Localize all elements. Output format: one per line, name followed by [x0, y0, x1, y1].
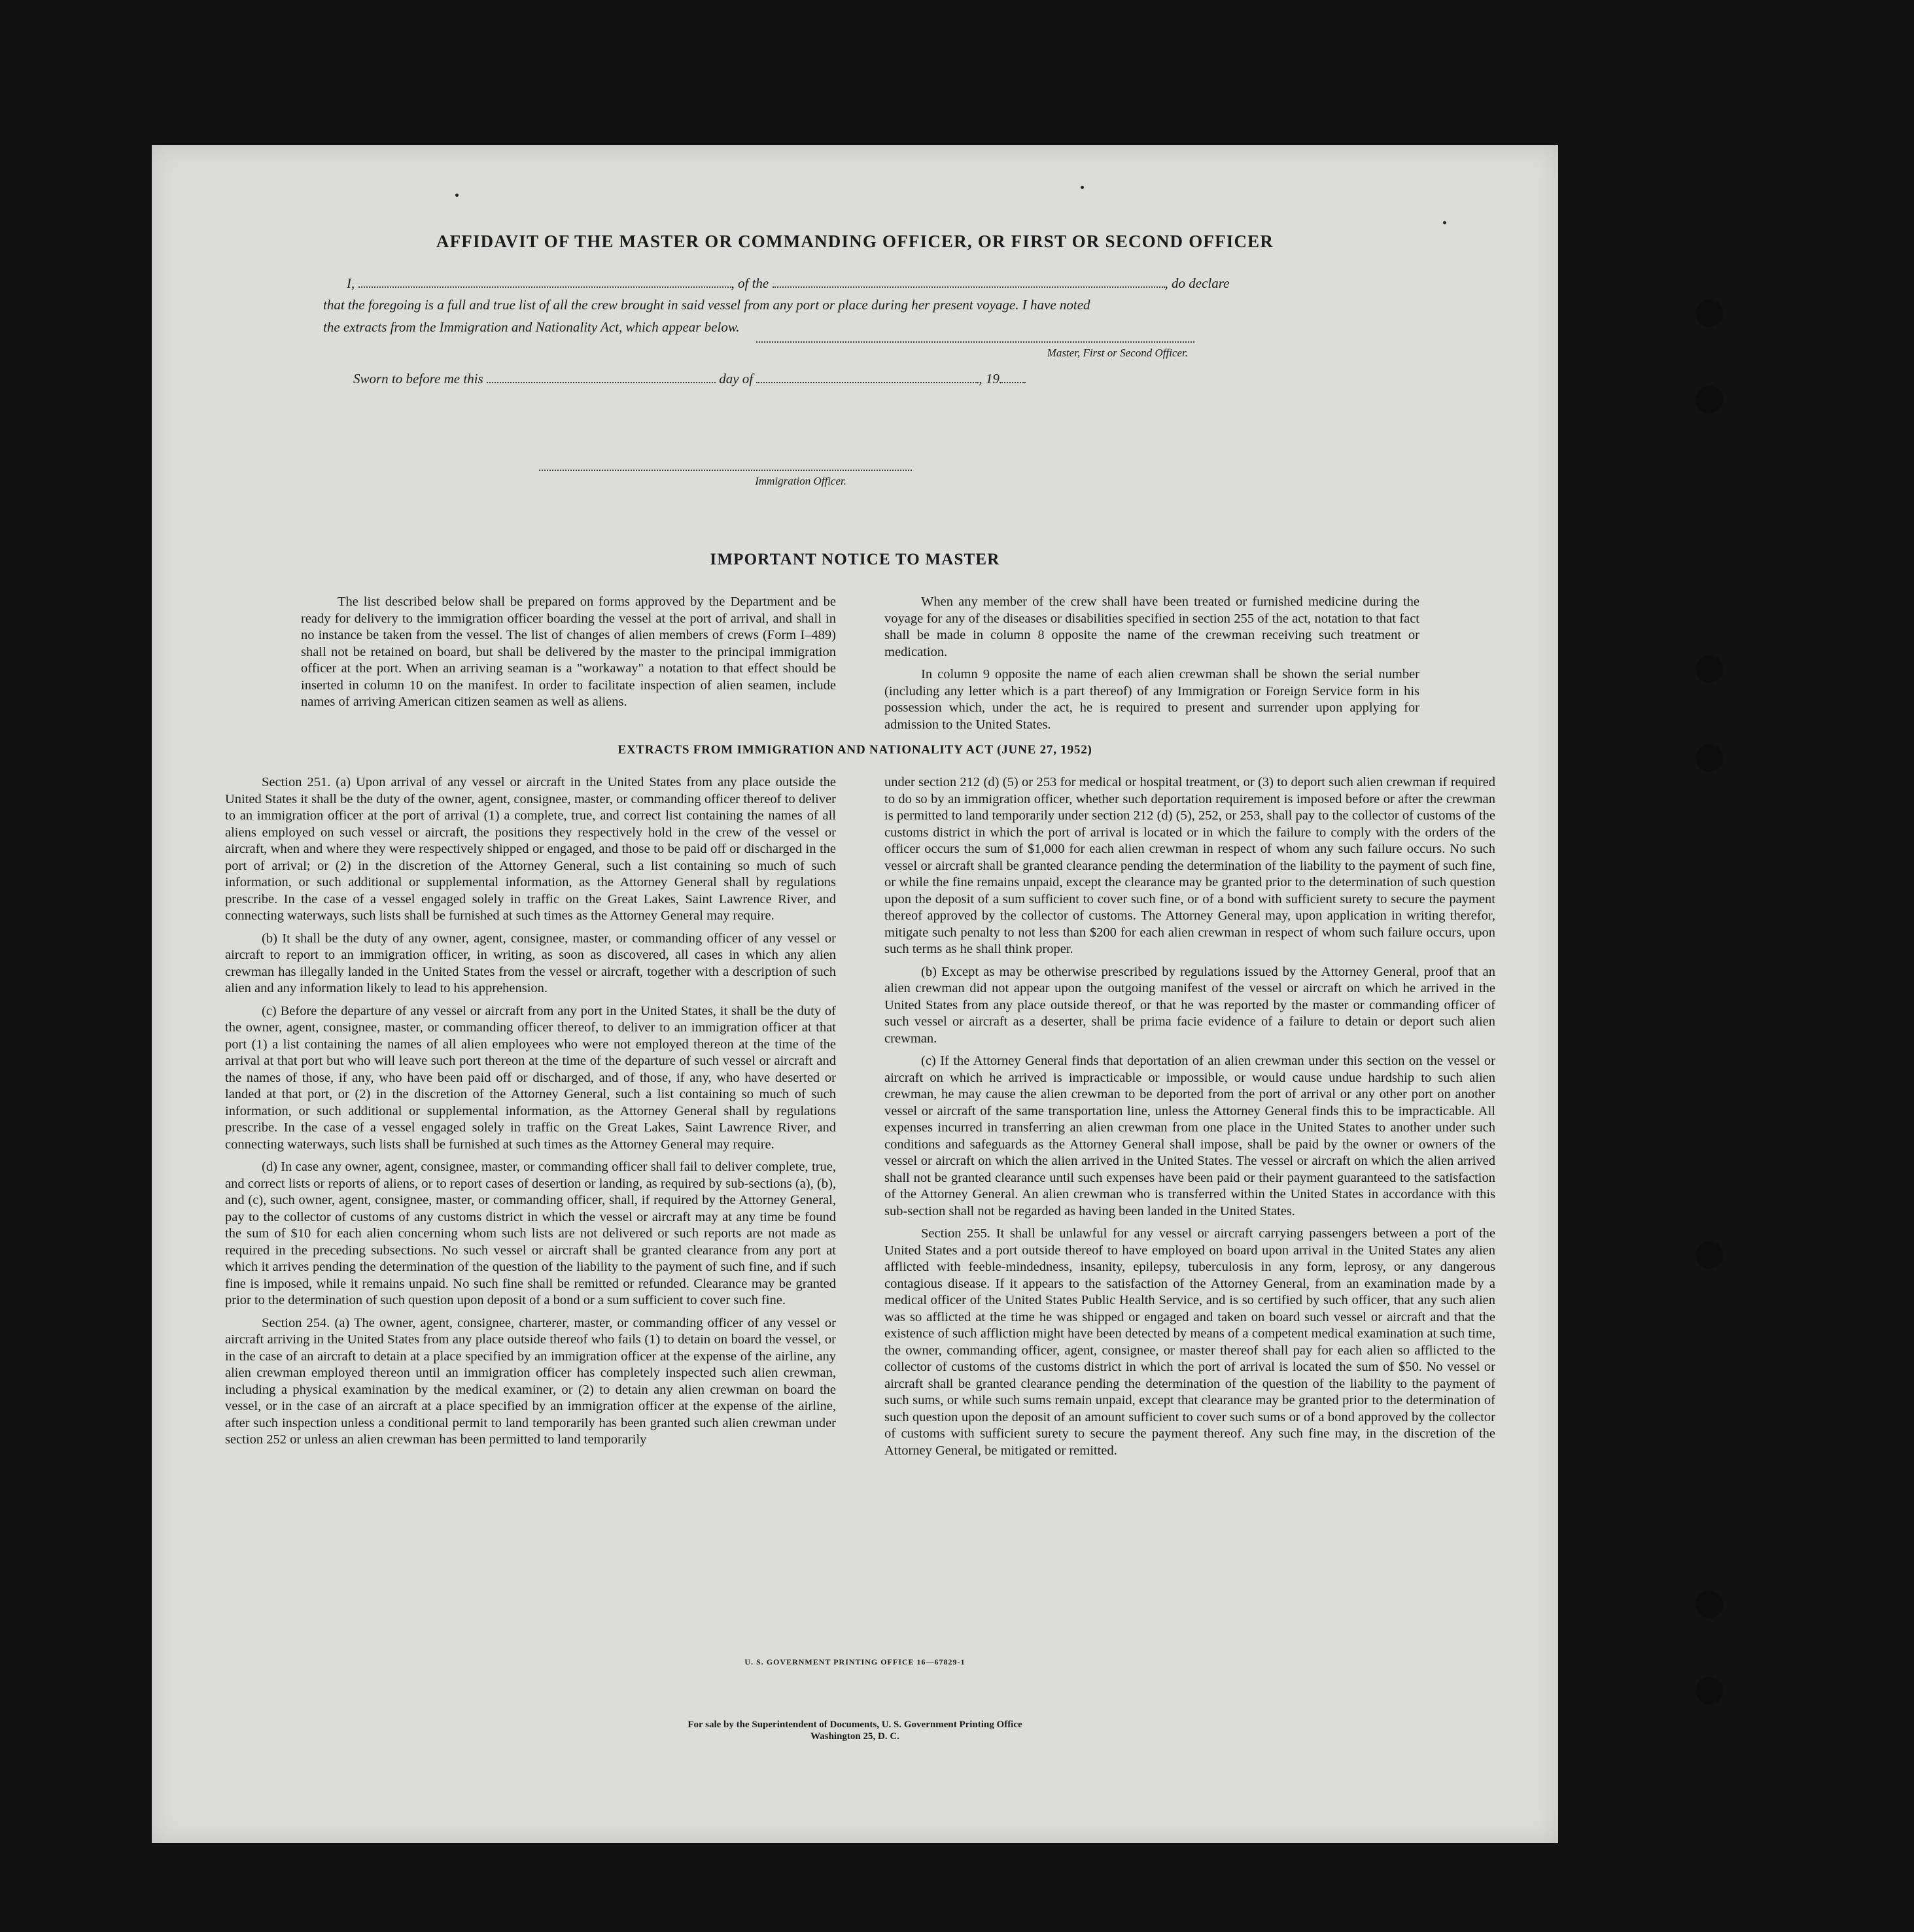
section-254-a-continued: under section 212 (d) (5) or 253 for medical or hospital treatment, or (3) to deport such alien crewman if required to do so by an immigration officer, whether such deportation requirement is imposed before or after the crewman is permitted to land temporarily under section 212 (d) (5), 252, or 253, shall pay to the collector of customs of the customs district in which the port of arrival is located or in which the failure to comply with the orders of the officer occurs the sum of $1,000 for each alien crewman in respect of whom any such failure occurs. No such vessel or aircraft shall be granted clearance pending the determination of the liability to the payment of such fine, or while the fine remains unpaid, except the clearance may be granted prior to the determination of such question upon the deposit of a sum sufficient to cover such fine, or of a bond with sufficient surety to secure the payment thereof approved by the collector of customs. The Attorney General may, upon application in writing therefor, mitigate such penalty to not less than $200 for each alien crewman in respect of whom such failure occurs, upon such terms as he shall think proper. — [884, 775, 1495, 956]
extracts-right-column — [884, 774, 1495, 1465]
gpo-imprint: U. S. GOVERNMENT PRINTING OFFICE 16—67829-1 — [744, 1657, 966, 1666]
scan-speck — [455, 194, 459, 197]
declaration-line-3: the extracts from the Immigration and Nationality Act, which appear below. — [323, 319, 740, 335]
scan-speck — [1443, 221, 1446, 224]
section-251-b: (b) It shall be the duty of any owner, agent, consignee, master, or commanding officer of any vessel or aircraft to report to an immigration officer, in writing, as soon as discovered, all cases in which any alien crewman has illegally landed in the United States from the vessel or aircraft, together with a description of such alien and any information likely to lead to his apprehension. — [225, 931, 836, 995]
notice-title: IMPORTANT NOTICE TO MASTER — [710, 551, 1000, 568]
notice-left-column — [301, 594, 836, 717]
scan-speck — [1081, 186, 1084, 189]
section-254-b: (b) Except as may be otherwise prescribed by regulations issued by the Attorney General, proof that an alien crewman did not appear upon the outgoing manifest of the vessel or aircraft on which he arrived in the United States from any place outside thereof, or that he was reported by the master or commanding officer of such vessel or aircraft as a deserter, shall be prima facie evidence of a failure to detain or deport such alien crewman. — [884, 964, 1495, 1046]
punch-hole — [1696, 1591, 1723, 1618]
master-signature-label: Master, First or Second Officer. — [1047, 347, 1188, 359]
punch-hole — [1696, 1241, 1723, 1269]
master-signature-line[interactable] — [756, 341, 1194, 343]
punch-hole — [1696, 1677, 1723, 1704]
declaration-line-2: that the foregoing is a full and true list of all the crew brought in said vessel from any port or place during her present voyage. I have noted — [323, 297, 1090, 313]
affidavit-title: AFFIDAVIT OF THE MASTER OR COMMANDING OFFICER, OR FIRST OR SECOND OFFICER — [436, 232, 1274, 251]
punch-hole — [1696, 744, 1723, 772]
sworn-month-field[interactable] — [756, 370, 979, 383]
punch-hole — [1696, 300, 1723, 327]
sale-notice-line-2: Washington 25, D. C. — [810, 1731, 899, 1742]
sworn-day-field[interactable] — [487, 370, 716, 383]
section-254-c: (c) If the Attorney General finds that deportation of an alien crewman under this section on the vessel or aircraft on which he arrived is impracticable or impossible, or would cause undue hardship to such alien crewman, he may cause the alien crewman to be deported from the port of arrival or any other port on another vessel or aircraft of the same transportation line, unless the Attorney General finds this to be impracticable. All expenses incurred in transferring an alien crewman from one place in the United States to another under such conditions and safeguards as the Attorney General shall impose, shall be paid by the owner or owners of the vessel or aircraft on which the alien arrived in the United States. The vessel or aircraft on which the alien arrived shall not be granted clearance until such expenses have been paid or their payment guaranteed to the satisfaction of the Attorney General. An alien crewman who is transferred within the United States in accordance with this sub-section shall not be regarded as having been landed in the United States. — [884, 1054, 1495, 1218]
declare-suffix: , do declare — [1164, 275, 1230, 291]
section-251-c: (c) Before the departure of any vessel or aircraft from any port in the United States, it shall be the duty of the owner, agent, consignee, master, or commanding officer thereof, to deliver to an immigration officer at that port (1) a list containing the names of all alien employees who were not employed thereon at the time of the arrival at that port but who will leave such port thereon at the time of the departure of such vessel or aircraft and the names of those, if any, who have been paid off or discharged, and of those, if any, who have deserted or landed at that port, or (2) in the discretion of the Attorney General, such a list containing so much of such information, or such additional or supplemental information, as the Attorney General shall by regulations prescribe. In the case of a vessel engaged solely in traffic on the Great Lakes, Saint Lawrence River, and connecting waterways, such lists shall be furnished at such times as the Attorney General may require. — [225, 1003, 836, 1152]
officer-signature-label: Immigration Officer. — [755, 475, 846, 487]
sworn-line — [353, 370, 1026, 387]
punch-hole — [1696, 386, 1723, 413]
punch-hole — [1696, 655, 1723, 683]
section-251-d: (d) In case any owner, agent, consignee, master, or commanding officer shall fail to deliver complete, true, and correct lists or reports of aliens, or to report cases of desertion or landing, as required by sub-sections (a), (b), and (c), such owner, agent, consignee, master, or commanding officer, shall, if required by the Attorney General, pay to the collector of customs of any customs district in which the vessel or aircraft may at any time be found the sum of $10 for each alien concerning whom such lists are not delivered or such reports are not made as required in the preceding subsections. No such vessel or aircraft shall be granted clearance from any port at which it arrives pending the determination of the question of the liability to the payment of such fine, and if such fine is imposed, while it remains unpaid. No such fine shall be remitted or refunded. Clearance may be granted prior to the determination of such question upon deposit of a bond or a sum sufficient to cover such fine. — [225, 1160, 836, 1307]
vessel-prefix: , of the — [731, 275, 769, 291]
notice-left-paragraph: The list described below shall be prepared on forms approved by the Department and be ready for delivery to the immigration officer boarding the vessel at the port of arrival, and shall in no instance be taken from the vessel. The list of changes of alien members of crews (Form I–489) shall not be retained on board, but shall be delivered by the master to the principal immigration officer at the port. When an arriving seaman is a "workaway" a notation to that effect should be inserted in column 10 on the manifest. In order to facilitate inspection of alien seamen, include names of arriving American citizen seamen as well as aliens. — [301, 595, 836, 709]
extracts-left-column — [225, 774, 836, 1455]
officer-signature-dots[interactable] — [539, 470, 912, 471]
extracts-title: EXTRACTS FROM IMMIGRATION AND NATIONALITY ACT (JUNE 27, 1952) — [618, 743, 1092, 757]
sworn-prefix: Sworn to before me this — [353, 371, 483, 387]
sworn-year-field[interactable] — [1000, 370, 1026, 383]
declarant-prefix: I, — [347, 275, 355, 291]
declarant-name-field[interactable] — [358, 275, 731, 288]
section-251-a: Section 251. (a) Upon arrival of any vessel or aircraft in the United States from any place outside the United States it shall be the duty of the owner, agent, consignee, master, or commanding officer thereof to deliver to an immigration officer at the port of arrival (1) a complete, true, and correct list containing the names of all aliens employed on such vessel or aircraft, the positions they respectively hold in the crew of the vessel or aircraft, when and where they were respectively shipped or engaged, and those to be paid off or discharged in the port of arrival; or (2) in the discretion of the Attorney General, such a list containing so much of such information, or such additional or supplemental information, as the Attorney General shall by regulations prescribe. In the case of a vessel engaged solely in traffic on the Great Lakes, Saint Lawrence River, and connecting waterways, such lists shall be furnished at such times as the Attorney General may require. — [225, 775, 836, 923]
notice-right-paragraph-1: When any member of the crew shall have been treated or furnished medicine during the voyage for any of the diseases or disabilities specified in section 255 of the act, notation to that fact shall be made in column 8 opposite the name of the crewman receiving such treatment or medication. — [884, 595, 1419, 659]
form-page — [152, 145, 1558, 1843]
vessel-name-field[interactable] — [773, 275, 1165, 288]
notice-right-paragraph-2: In column 9 opposite the name of each alien crewman shall be shown the serial number (including any letter which is a part thereof) of any Immigration or Foreign Service form in his possession which, under the act, he is required to present and surrender upon applying for admission to the United States. — [884, 667, 1419, 732]
sworn-day-of: day of — [719, 371, 754, 387]
notice-right-column — [884, 594, 1419, 739]
section-255: Section 255. It shall be unlawful for any vessel or aircraft carrying passengers between a port of the United States and a port outside thereof to have employed on board upon arrival in the United States any alien afflicted with feeble-mindedness, insanity, epilepsy, tuberculosis in any form, leprosy, or any dangerous contagious disease. If it appears to the satisfaction of the Attorney General, from an examination made by a medical officer of the United States Public Health Service, and is so certified by such officer, that any such alien was so afflicted at the time he was shipped or engaged and taken on board such vessel or aircraft and that the existence of such affliction might have been detected by means of a competent medical examination at such time, the owner, commanding officer, agent, consignee, or master thereof shall pay for each alien so afflicted to the collector of customs of the customs district in which the port of arrival is located the sum of $50. No vessel or aircraft shall be granted clearance pending the determination of the question of the liability to the payment of such sums, or while such sums remain unpaid, except that clearance may be granted prior to the determination of such question upon the deposit of an amount sufficient to cover such sums or of a bond approved by the collector of customs with sufficient surety to secure the payment thereof. Any such fine may, in the discretion of the Attorney General, be mitigated or remitted. — [884, 1226, 1495, 1458]
sale-notice-line-1: For sale by the Superintendent of Documents, U. S. Government Printing Office — [687, 1719, 1022, 1730]
declaration-line-1 — [347, 275, 1229, 292]
sworn-year-prefix: , 19 — [979, 371, 1000, 387]
section-254-a: Section 254. (a) The owner, agent, consignee, charterer, master, or commanding officer of any vessel or aircraft arriving in the United States from any place outside thereof who fails (1) to detain on board the vessel, or in the case of an aircraft to detain at a place specified by an immigration officer at the expense of the airline, any alien crewman employed thereon until an immigration officer has completely inspected such alien crewman, including a physical examination by the medical examiner, or (2) to detain any alien crewman on board the vessel, or in the case of an aircraft at a place specified by an immigration officer at the expense of the airline, after such inspection unless a conditional permit to land temporarily has been granted such alien crewman under section 252 or unless an alien crewman has been permitted to land temporarily — [225, 1315, 836, 1447]
